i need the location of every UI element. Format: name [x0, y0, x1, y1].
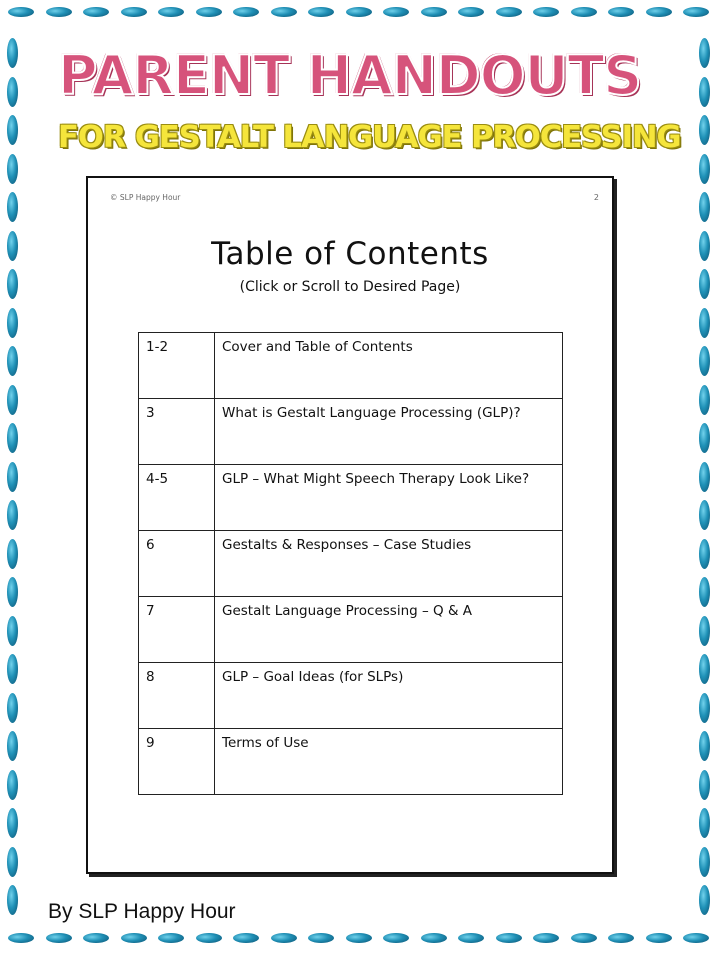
border-dot — [8, 933, 34, 943]
border-dot — [458, 933, 484, 943]
border-dot — [421, 7, 447, 17]
toc-page-range: 9 — [139, 729, 215, 795]
border-dot — [699, 38, 710, 68]
page-number: 2 — [593, 193, 599, 202]
toc-title: Table of Contents — [211, 236, 489, 272]
border-dot — [7, 231, 18, 261]
border-dot — [571, 7, 597, 17]
border-dot — [46, 7, 72, 17]
toc-table — [138, 332, 563, 795]
border-dot — [7, 539, 18, 569]
border-dot — [308, 7, 334, 17]
toc-row[interactable] — [139, 597, 563, 663]
border-dot — [7, 616, 18, 646]
border-dot — [46, 933, 72, 943]
border-dot — [421, 933, 447, 943]
border-dot — [7, 808, 18, 838]
toc-page-range: 8 — [139, 663, 215, 729]
border-dot — [699, 115, 710, 145]
page-subtitle: FOR GESTALT LANGUAGE PROCESSING — [58, 120, 681, 155]
toc-row[interactable] — [139, 465, 563, 531]
border-dot — [346, 7, 372, 17]
border-dot — [7, 192, 18, 222]
border-dot — [7, 462, 18, 492]
border-dot — [383, 933, 409, 943]
toc-entry-title[interactable]: GLP – Goal Ideas (for SLPs) — [215, 663, 563, 729]
border-dot — [383, 7, 409, 17]
border-dots-right — [694, 30, 714, 920]
border-dot — [496, 933, 522, 943]
toc-page-range: 6 — [139, 531, 215, 597]
border-dot — [8, 7, 34, 17]
border-dot — [7, 654, 18, 684]
border-dot — [7, 731, 18, 761]
border-dot — [699, 539, 710, 569]
border-dot — [7, 385, 18, 415]
byline: By SLP Happy Hour — [48, 900, 236, 923]
border-dot — [7, 346, 18, 376]
toc-entry-title[interactable]: GLP – What Might Speech Therapy Look Like? — [215, 465, 563, 531]
border-dot — [699, 693, 710, 723]
border-dot — [699, 346, 710, 376]
toc-page-range: 7 — [139, 597, 215, 663]
toc-page-range: 3 — [139, 399, 215, 465]
toc-entry-title[interactable]: Gestalts & Responses – Case Studies — [215, 531, 563, 597]
border-dot — [699, 847, 710, 877]
border-dot — [533, 7, 559, 17]
border-dot — [7, 308, 18, 338]
border-dot — [699, 231, 710, 261]
border-dot — [7, 847, 18, 877]
toc-entry-title[interactable]: Gestalt Language Processing – Q & A — [215, 597, 563, 663]
border-dot — [158, 933, 184, 943]
border-dot — [7, 693, 18, 723]
border-dot — [7, 885, 18, 915]
border-dot — [699, 808, 710, 838]
border-dot — [233, 7, 259, 17]
border-dot — [7, 38, 18, 68]
border-dot — [7, 500, 18, 530]
border-dot — [699, 577, 710, 607]
document-preview — [86, 176, 614, 874]
border-dot — [699, 654, 710, 684]
border-dot — [7, 115, 18, 145]
border-dot — [496, 7, 522, 17]
toc-entry-title[interactable]: Cover and Table of Contents — [215, 333, 563, 399]
border-dot — [608, 933, 634, 943]
border-dots-bottom — [0, 928, 720, 948]
toc-row[interactable] — [139, 399, 563, 465]
border-dot — [196, 7, 222, 17]
border-dots-top — [0, 2, 720, 22]
border-dot — [699, 77, 710, 107]
border-dot — [196, 933, 222, 943]
toc-subtitle: (Click or Scroll to Desired Page) — [239, 279, 461, 295]
border-dot — [533, 933, 559, 943]
toc-entry-title[interactable]: Terms of Use — [215, 729, 563, 795]
border-dot — [308, 933, 334, 943]
border-dot — [7, 154, 18, 184]
border-dot — [7, 423, 18, 453]
border-dot — [699, 616, 710, 646]
border-dot — [7, 770, 18, 800]
border-dot — [608, 7, 634, 17]
border-dot — [233, 933, 259, 943]
border-dot — [83, 933, 109, 943]
border-dot — [699, 192, 710, 222]
border-dot — [699, 308, 710, 338]
border-dot — [699, 770, 710, 800]
toc-row[interactable] — [139, 663, 563, 729]
border-dot — [699, 154, 710, 184]
border-dot — [699, 885, 710, 915]
border-dots-left — [2, 30, 22, 920]
border-dot — [571, 933, 597, 943]
border-dot — [699, 731, 710, 761]
toc-row[interactable] — [139, 729, 563, 795]
border-dot — [83, 7, 109, 17]
toc-page-range: 4-5 — [139, 465, 215, 531]
copyright-text: © SLP Happy Hour — [110, 193, 181, 202]
border-dot — [158, 7, 184, 17]
border-dot — [121, 933, 147, 943]
border-dot — [699, 269, 710, 299]
border-dot — [121, 7, 147, 17]
border-dot — [646, 933, 672, 943]
border-dot — [271, 7, 297, 17]
border-dot — [699, 385, 710, 415]
border-dot — [699, 500, 710, 530]
border-dot — [346, 933, 372, 943]
page-title: PARENT HANDOUTS — [58, 44, 642, 107]
border-dot — [7, 269, 18, 299]
toc-entry-title[interactable]: What is Gestalt Language Processing (GLP)? — [215, 399, 563, 465]
border-dot — [7, 577, 18, 607]
border-dot — [683, 933, 709, 943]
border-dot — [7, 77, 18, 107]
border-dot — [683, 7, 709, 17]
border-dot — [699, 462, 710, 492]
toc-row[interactable] — [139, 333, 563, 399]
toc-row[interactable] — [139, 531, 563, 597]
border-dot — [646, 7, 672, 17]
border-dot — [458, 7, 484, 17]
border-dot — [699, 423, 710, 453]
toc-page-range: 1-2 — [139, 333, 215, 399]
border-dot — [271, 933, 297, 943]
